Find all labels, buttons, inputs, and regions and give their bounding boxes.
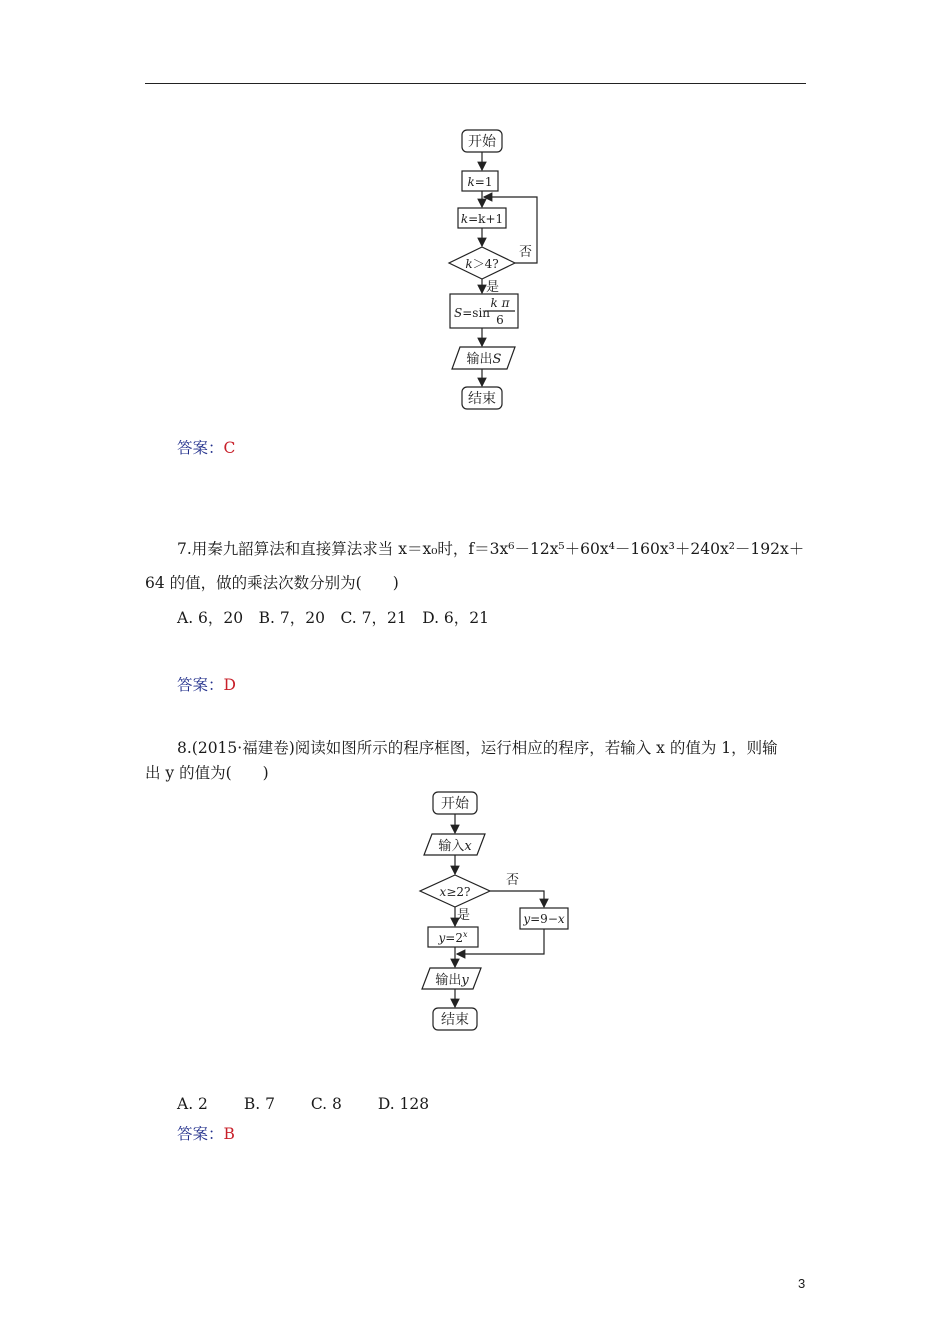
end-label: 结束 <box>441 1012 469 1028</box>
q8-line-1: 8.(2015·福建卷)阅读如图所示的程序框图，运行相应的程序，若输入 x 的值为 1，则输 <box>177 739 778 757</box>
increment-label: k=k+1 <box>460 212 504 226</box>
answer-value: B <box>223 1125 235 1143</box>
answer-1 <box>177 436 235 458</box>
answer-value: C <box>223 439 236 457</box>
no-branch-label: y=9−x <box>523 912 565 926</box>
end-label: 结束 <box>468 391 496 407</box>
decision-label: k＞4? <box>465 257 499 271</box>
q7-options: A. 6，20 B. 7，20 C. 7，21 D. 6，21 <box>177 609 490 627</box>
q7-line-1: 7.用秦九韶算法和直接算法求当 x＝x₀时，f＝3x⁶－12x⁵＋60x⁴－160x³＋240x²－192x＋ <box>177 540 805 558</box>
no-label: 否 <box>506 873 520 888</box>
page-number: 3 <box>798 1276 806 1291</box>
init-label: k=1 <box>467 175 493 189</box>
start-label: 开始 <box>441 796 469 812</box>
yes-label: 是 <box>457 908 471 923</box>
answer-value: D <box>223 676 236 694</box>
start-label: 开始 <box>468 134 496 150</box>
output-label: 输出S <box>466 352 502 367</box>
yes-branch-label: $y=2^x$ <box>438 930 468 945</box>
output-label: 输出y <box>435 973 469 988</box>
flowchart-1 <box>430 125 560 415</box>
answer-label: 答案： <box>177 676 224 694</box>
answer-3 <box>177 1122 235 1144</box>
no-label: 否 <box>519 245 533 260</box>
assign-label: S=sin <box>454 306 491 320</box>
answer-2 <box>177 673 236 695</box>
yes-label: 是 <box>486 280 500 295</box>
q8-line-2: 出 y 的值为( ) <box>145 764 269 782</box>
q8-options: A. 2 B. 7 C. 8 D. 128 <box>177 1095 430 1113</box>
header-rule <box>145 83 806 84</box>
flowchart-2 <box>410 787 580 1037</box>
answer-label: 答案： <box>177 439 224 457</box>
answer-label: 答案： <box>177 1125 224 1143</box>
fraction-denominator: 6 <box>496 313 504 327</box>
input-label: 输入x <box>438 839 472 854</box>
fraction-numerator: k π <box>490 296 510 310</box>
q7-line-2: 64 的值，做的乘法次数分别为( ) <box>145 574 399 592</box>
decision-label: x≥2? <box>439 885 471 899</box>
